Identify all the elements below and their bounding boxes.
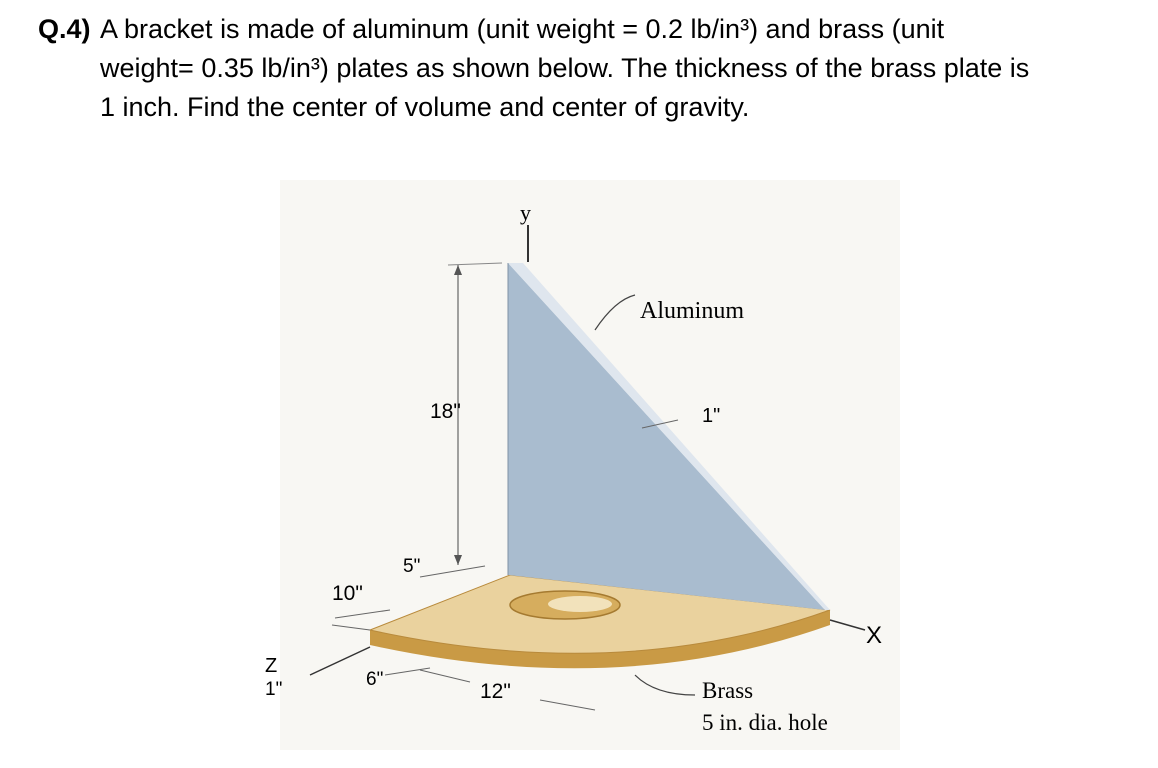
label-aluminum: Aluminum	[640, 298, 745, 324]
z-axis-label: Z	[265, 655, 278, 677]
dim-brass-thickness: 1"	[265, 679, 283, 700]
question-text-line-3: 1 inch. Find the center of volume and center of gravity.	[100, 92, 750, 122]
dim-offset-5: 5"	[403, 556, 421, 577]
dim-offset-6: 6"	[366, 669, 384, 690]
dim-radius-10: 10"	[332, 582, 363, 605]
bracket-figure	[240, 170, 910, 760]
dim-height: 18"	[430, 400, 461, 423]
x-axis-label: X	[866, 622, 883, 649]
question-block	[0, 0, 1158, 140]
label-brass: Brass	[702, 678, 754, 703]
brass-hole-highlight	[548, 596, 612, 612]
label-hole: 5 in. dia. hole	[702, 710, 828, 735]
dim-aluminum-thickness: 1"	[702, 405, 721, 427]
question-number: Q.4)	[38, 14, 91, 44]
dim-radius-12: 12"	[480, 680, 511, 703]
question-text-line-2: weight= 0.35 lb/in³) plates as shown below. The thickness of the brass plate is	[100, 53, 1030, 83]
question-text-line-1: A bracket is made of aluminum (unit weight = 0.2 lb/in³) and brass (unit	[100, 14, 945, 44]
y-axis-label: y	[520, 200, 531, 225]
bracket-diagram	[240, 170, 910, 760]
